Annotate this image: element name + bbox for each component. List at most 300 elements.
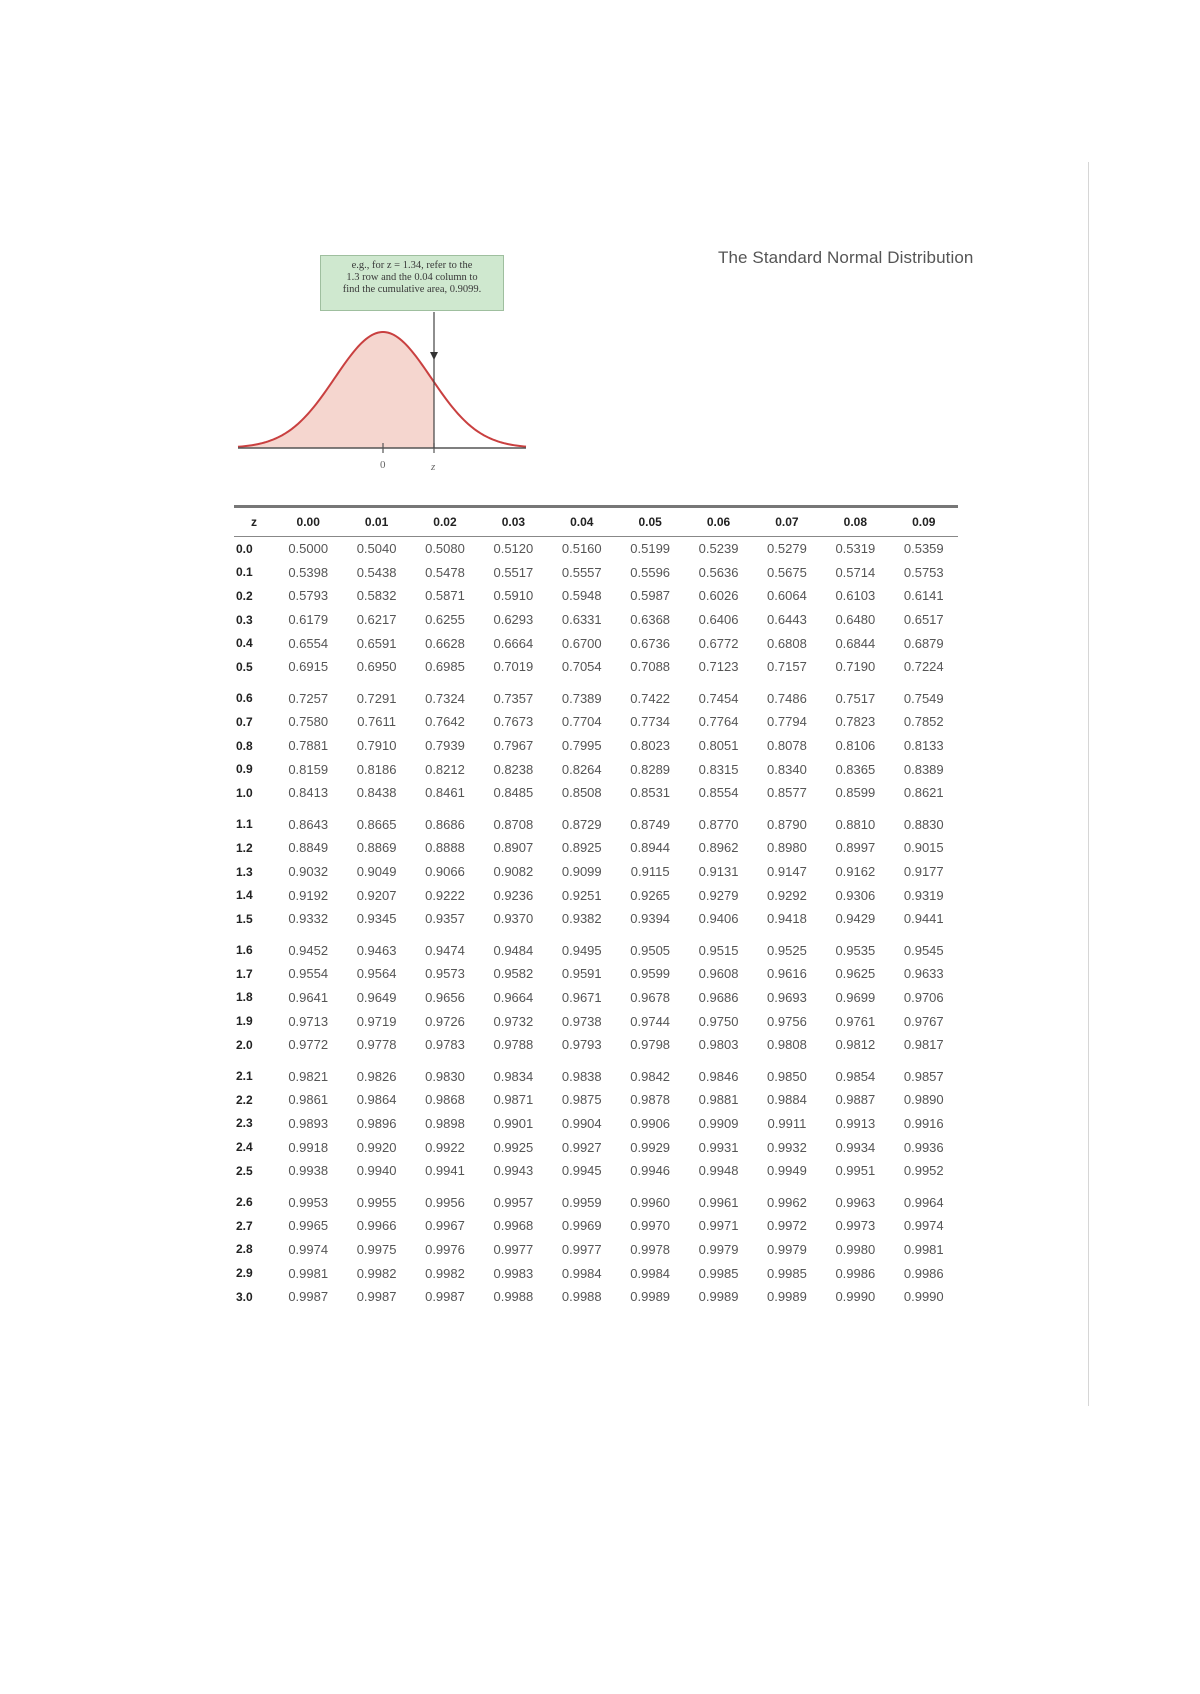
table-cell: 0.9177 [903,864,944,880]
table-cell: 0.9713 [288,1013,329,1029]
table-cell: 0.8962 [698,840,739,856]
table-cell: 0.9788 [493,1037,534,1053]
table-cell: 0.9265 [630,887,671,903]
table-cell: 0.8577 [767,785,807,801]
table-cell: 0.5987 [630,588,671,604]
table-cell: 0.8078 [767,738,807,754]
table-row [234,734,958,758]
table-cell: 0.8925 [561,840,602,856]
table-row [234,1112,958,1136]
table-cell: 0.8643 [288,816,329,832]
column-header: 0.09 [912,515,936,529]
table-cell: 0.9484 [493,942,534,958]
table-cell: 0.9357 [425,911,465,927]
table-cell: 0.9251 [561,887,602,903]
table-cell: 0.9808 [767,1037,807,1053]
table-cell: 0.9967 [425,1218,465,1234]
table-cell: 0.9864 [356,1092,397,1108]
table-row [234,781,958,805]
table-cell: 0.7704 [561,714,602,730]
table-cell: 0.9966 [356,1218,397,1234]
table-cell: 0.5910 [493,588,534,604]
table-cell: 0.9948 [698,1163,739,1179]
table-cell: 0.9495 [561,942,602,958]
table-cell: 0.6331 [561,612,602,628]
table-row [234,1159,958,1183]
table-cell: 0.9975 [356,1241,397,1257]
table-cell: 0.7642 [425,714,465,730]
row-z-value: 0.9 [236,762,253,777]
table-cell: 0.6517 [903,612,944,628]
table-cell: 0.9945 [561,1163,602,1179]
z-table [234,505,958,1308]
z-table-header-row [234,507,958,537]
table-cell: 0.9920 [356,1139,397,1155]
table-cell: 0.9911 [767,1115,807,1131]
table-row [234,757,958,781]
table-cell: 0.9686 [698,989,739,1005]
callout-line-2: 1.3 row and the 0.04 column to [346,272,478,283]
page-title: The Standard Normal Distribution [718,248,974,267]
axis-label-z: z [431,461,436,473]
table-row [234,962,958,986]
table-cell: 0.7823 [835,714,876,730]
table-cell: 0.9980 [835,1241,876,1257]
table-cell: 0.5478 [425,564,465,580]
table-cell: 0.9066 [425,864,465,880]
table-cell: 0.8438 [356,785,397,801]
table-cell: 0.8485 [493,785,534,801]
table-cell: 0.8708 [493,816,534,832]
table-cell: 0.5080 [425,541,465,557]
table-cell: 0.9938 [288,1163,329,1179]
table-cell: 0.6406 [698,612,739,628]
table-cell: 0.9049 [356,864,397,880]
table-cell: 0.9732 [493,1013,534,1029]
table-cell: 0.9599 [630,966,671,982]
table-cell: 0.8621 [903,785,944,801]
table-cell: 0.9932 [767,1139,807,1155]
table-cell: 0.9726 [425,1013,465,1029]
table-cell: 0.9957 [493,1194,534,1210]
table-cell: 0.9842 [630,1068,671,1084]
row-z-value: 1.2 [236,840,253,855]
table-cell: 0.9418 [767,911,807,927]
row-z-value: 1.9 [236,1014,253,1029]
table-cell: 0.9906 [630,1115,671,1131]
table-cell: 0.6700 [561,635,602,651]
table-cell: 0.5120 [493,541,534,557]
table-cell: 0.9918 [288,1139,329,1155]
table-cell: 0.6103 [835,588,876,604]
table-cell: 0.9826 [356,1068,397,1084]
row-z-value: 0.3 [236,612,253,627]
table-cell: 0.8289 [630,761,671,777]
table-cell: 0.9854 [835,1068,876,1084]
column-header: 0.03 [501,515,526,529]
column-header: 0.08 [843,515,867,529]
table-cell: 0.9147 [767,864,807,880]
column-header: 0.05 [638,515,662,529]
table-cell: 0.7324 [425,690,465,706]
table-cell: 0.9972 [767,1218,807,1234]
table-cell: 0.8315 [698,761,739,777]
table-cell: 0.9988 [493,1289,534,1305]
table-cell: 0.8729 [561,816,602,832]
row-z-value: 0.4 [236,636,253,651]
table-cell: 0.9564 [356,966,397,982]
table-cell: 0.9719 [356,1013,397,1029]
table-cell: 0.5753 [903,564,944,580]
table-cell: 0.9515 [698,942,739,958]
table-cell: 0.5040 [356,541,397,557]
table-cell: 0.9783 [425,1037,465,1053]
table-cell: 0.7123 [698,659,739,675]
table-cell: 0.9941 [425,1163,465,1179]
table-cell: 0.8508 [561,785,602,801]
table-cell: 0.9545 [903,942,944,958]
table-cell: 0.9963 [835,1194,876,1210]
table-row [234,860,958,884]
row-z-value: 0.5 [236,659,253,674]
table-cell: 0.7157 [767,659,807,675]
table-cell: 0.9750 [698,1013,739,1029]
row-z-value: 0.2 [236,588,253,603]
table-row [234,710,958,734]
table-cell: 0.9452 [288,942,329,958]
table-cell: 0.5636 [698,564,739,580]
table-cell: 0.9474 [425,942,465,958]
table-cell: 0.8554 [698,785,739,801]
z-column-header: z [251,515,257,529]
table-row [234,836,958,860]
table-cell: 0.9970 [630,1218,671,1234]
table-cell: 0.9693 [767,989,807,1005]
axis-label-zero: 0 [380,459,386,471]
table-cell: 0.6368 [630,612,671,628]
row-z-value: 1.1 [236,817,253,832]
table-cell: 0.7190 [835,659,876,675]
row-z-value: 2.6 [236,1195,253,1210]
table-cell: 0.5438 [356,564,397,580]
table-cell: 0.7517 [835,690,876,706]
table-cell: 0.9306 [835,887,876,903]
table-cell: 0.8212 [425,761,465,777]
row-z-value: 2.0 [236,1037,253,1052]
table-cell: 0.6985 [425,659,465,675]
table-cell: 0.7881 [288,738,329,754]
normal-curve-figure [0,0,1200,480]
example-callout-box [320,255,504,311]
table-cell: 0.8023 [630,738,671,754]
column-header: 0.01 [364,515,389,529]
table-cell: 0.8907 [493,840,534,856]
table-cell: 0.9986 [903,1265,944,1281]
table-cell: 0.9984 [561,1265,602,1281]
table-cell: 0.8869 [356,840,397,856]
table-cell: 0.9671 [561,989,602,1005]
table-cell: 0.9936 [903,1139,944,1155]
table-cell: 0.9236 [493,887,534,903]
spacer-cell [234,805,958,813]
table-row [234,1088,958,1112]
table-cell: 0.6554 [288,635,329,651]
table-cell: 0.5714 [835,564,876,580]
table-cell: 0.6736 [630,635,671,651]
table-cell: 0.9817 [903,1037,944,1053]
table-cell: 0.9871 [493,1092,534,1108]
table-cell: 0.7257 [288,690,329,706]
row-group-spacer [234,931,958,939]
table-cell: 0.9890 [903,1092,944,1108]
table-cell: 0.9699 [835,989,876,1005]
table-cell: 0.9981 [288,1265,329,1281]
table-cell: 0.9772 [288,1037,329,1053]
table-cell: 0.9988 [561,1289,602,1305]
table-cell: 0.8264 [561,761,602,777]
row-z-value: 1.0 [236,785,253,800]
table-cell: 0.5160 [561,541,602,557]
table-cell: 0.9904 [561,1115,602,1131]
table-cell: 0.7291 [356,690,397,706]
shaded-cumulative-area [238,332,434,448]
callout-arrow-head [430,352,438,360]
table-row [234,584,958,608]
row-group-spacer [234,805,958,813]
table-cell: 0.8159 [288,761,329,777]
row-z-value: 3.0 [236,1289,253,1304]
table-cell: 0.9887 [835,1092,876,1108]
table-row [234,537,958,561]
table-cell: 0.5199 [630,541,671,557]
table-cell: 0.9974 [288,1241,329,1257]
table-cell: 0.9987 [425,1289,465,1305]
row-z-value: 2.3 [236,1116,253,1131]
row-group-spacer [234,1182,958,1190]
table-cell: 0.8340 [767,761,807,777]
table-cell: 0.6628 [425,635,465,651]
table-cell: 0.6915 [288,659,329,675]
table-cell: 0.9979 [698,1241,739,1257]
table-cell: 0.9803 [698,1037,739,1053]
table-cell: 0.5793 [288,588,329,604]
table-cell: 0.9222 [425,887,465,903]
table-row [234,1064,958,1088]
table-cell: 0.9382 [561,911,602,927]
row-z-value: 1.5 [236,911,253,926]
table-cell: 0.7852 [903,714,944,730]
table-cell: 0.7019 [493,659,534,675]
table-cell: 0.9582 [493,966,534,982]
row-group-spacer [234,1056,958,1064]
table-cell: 0.9927 [561,1139,602,1155]
table-cell: 0.9985 [767,1265,807,1281]
column-header: 0.07 [775,515,799,529]
table-cell: 0.9857 [903,1068,944,1084]
table-cell: 0.9949 [767,1163,807,1179]
table-cell: 0.7673 [493,714,534,730]
table-cell: 0.8888 [425,840,465,856]
table-cell: 0.6443 [767,612,807,628]
table-row [234,1214,958,1238]
table-cell: 0.9761 [835,1013,876,1029]
table-cell: 0.9961 [698,1194,739,1210]
table-cell: 0.9881 [698,1092,739,1108]
table-cell: 0.7357 [493,690,534,706]
table-cell: 0.9332 [288,911,329,927]
table-cell: 0.6772 [698,635,739,651]
table-cell: 0.5517 [493,564,534,580]
table-cell: 0.9633 [903,966,944,982]
table-cell: 0.5596 [630,564,671,580]
table-cell: 0.9983 [493,1265,534,1281]
table-row [234,1135,958,1159]
table-cell: 0.7967 [493,738,534,754]
table-cell: 0.9591 [561,966,602,982]
table-cell: 0.9982 [425,1265,465,1281]
row-z-value: 2.8 [236,1242,253,1257]
callout-line-3: find the cumulative area, 0.9099. [342,284,482,295]
spacer-cell [234,679,958,687]
row-z-value: 1.4 [236,888,253,903]
column-header: 0.02 [433,515,457,529]
table-row [234,1009,958,1033]
table-cell: 0.9641 [288,989,329,1005]
callout-line-1: e.g., for z = 1.34, refer to the [351,260,473,271]
table-row [234,1238,958,1262]
table-cell: 0.9981 [903,1241,944,1257]
table-cell: 0.9032 [288,864,329,880]
row-z-value: 0.1 [236,565,253,580]
table-cell: 0.8997 [835,840,876,856]
table-cell: 0.9664 [493,989,534,1005]
table-row [234,687,958,711]
table-row [234,1033,958,1057]
table-cell: 0.7734 [630,714,671,730]
table-cell: 0.9756 [767,1013,807,1029]
table-row [234,608,958,632]
table-cell: 0.6026 [698,588,739,604]
table-cell: 0.9625 [835,966,876,982]
table-cell: 0.5239 [698,541,739,557]
table-cell: 0.5832 [356,588,397,604]
row-z-value: 0.0 [236,541,253,556]
table-cell: 0.8665 [356,816,397,832]
table-row [234,655,958,679]
table-cell: 0.9505 [630,942,671,958]
table-cell: 0.9838 [561,1068,602,1084]
table-cell: 0.5871 [425,588,465,604]
row-z-value: 1.3 [236,864,253,879]
table-cell: 0.9978 [630,1241,671,1257]
table-cell: 0.7224 [903,659,944,675]
row-z-value: 2.4 [236,1140,253,1155]
table-cell: 0.9798 [630,1037,671,1053]
table-cell: 0.6664 [493,635,534,651]
table-cell: 0.9985 [698,1265,739,1281]
table-cell: 0.9913 [835,1115,876,1131]
table-cell: 0.8531 [630,785,671,801]
table-cell: 0.9990 [903,1289,944,1305]
table-cell: 0.7422 [630,690,671,706]
table-cell: 0.8186 [356,761,397,777]
table-cell: 0.9821 [288,1068,329,1084]
table-cell: 0.9744 [630,1013,671,1029]
table-cell: 0.8686 [425,816,465,832]
table-cell: 0.9982 [356,1265,397,1281]
table-cell: 0.9441 [903,911,944,927]
table-row [234,631,958,655]
table-cell: 0.5319 [835,541,876,557]
table-cell: 0.9934 [835,1139,876,1155]
table-cell: 0.9986 [835,1265,876,1281]
table-cell: 0.8413 [288,785,329,801]
table-cell: 0.9573 [425,966,465,982]
table-cell: 0.8133 [903,738,944,754]
table-cell: 0.6064 [767,588,807,604]
table-cell: 0.8599 [835,785,876,801]
table-cell: 0.9943 [493,1163,534,1179]
table-cell: 0.7939 [425,738,465,754]
table-cell: 0.5398 [288,564,329,580]
table-cell: 0.9767 [903,1013,944,1029]
table-cell: 0.9846 [698,1068,739,1084]
row-z-value: 0.6 [236,691,253,706]
table-cell: 0.9989 [630,1289,671,1305]
table-cell: 0.9925 [493,1139,534,1155]
table-cell: 0.9987 [288,1289,329,1305]
table-cell: 0.9901 [493,1115,534,1131]
table-cell: 0.8849 [288,840,329,856]
table-cell: 0.9984 [630,1265,671,1281]
table-cell: 0.9960 [630,1194,671,1210]
table-cell: 0.9525 [767,942,807,958]
row-z-value: 2.5 [236,1163,253,1178]
spacer-cell [234,931,958,939]
table-cell: 0.9406 [698,911,739,927]
row-z-value: 0.8 [236,738,253,753]
table-cell: 0.7995 [561,738,602,754]
table-cell: 0.9962 [767,1194,807,1210]
spacer-cell [234,1182,958,1190]
table-cell: 0.7088 [630,659,671,675]
table-cell: 0.6844 [835,635,876,651]
table-cell: 0.9875 [561,1092,602,1108]
column-header: 0.06 [706,515,731,529]
table-cell: 0.8790 [767,816,807,832]
table-row [234,939,958,963]
table-cell: 0.9834 [493,1068,534,1084]
table-cell: 0.9793 [561,1037,602,1053]
table-cell: 0.9990 [835,1289,876,1305]
table-cell: 0.6293 [493,612,534,628]
table-cell: 0.9916 [903,1115,944,1131]
table-cell: 0.9319 [903,887,944,903]
table-cell: 0.9973 [835,1218,876,1234]
table-cell: 0.9162 [835,864,876,880]
table-cell: 0.5000 [288,541,329,557]
table-cell: 0.7910 [356,738,397,754]
table-row [234,907,958,931]
table-cell: 0.8238 [493,761,534,777]
column-header: 0.04 [570,515,594,529]
table-cell: 0.9955 [356,1194,397,1210]
table-cell: 0.9616 [767,966,807,982]
row-z-value: 1.8 [236,990,253,1005]
table-cell: 0.7764 [698,714,739,730]
table-row [234,883,958,907]
table-cell: 0.9884 [767,1092,807,1108]
